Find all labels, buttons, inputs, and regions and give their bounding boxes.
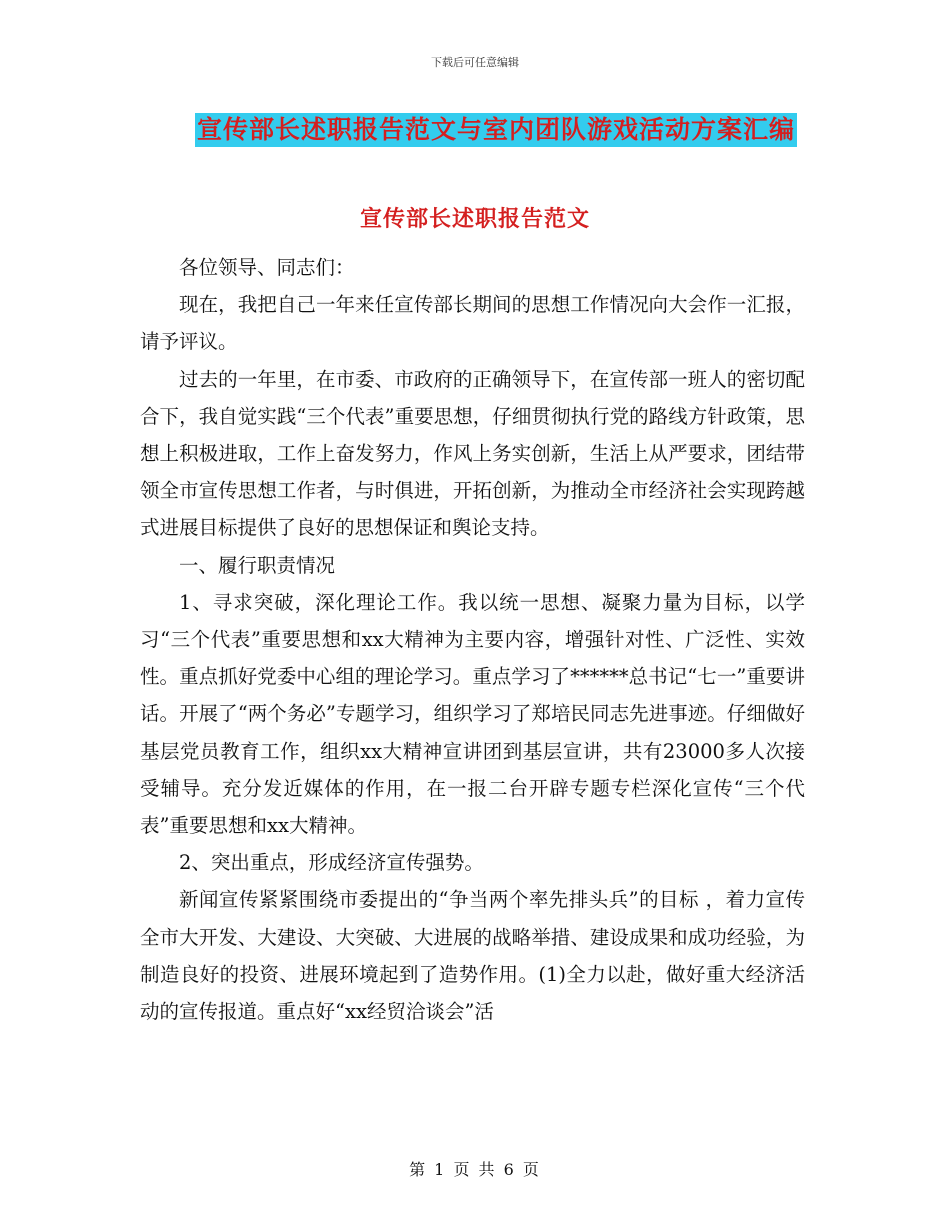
- subsection-heading: 2、突出重点，形成经济宣传强势。: [179, 851, 484, 875]
- paragraph: 新闻宣传紧紧围绕市委提出的“争当两个率先排头兵”的目标 ，着力宣传全市大开发、大建设、大突破、大进展的战略举措、建设成果和成功经验，为制造良好的投资、进展环境起到了造势作用。(1)全力以赴，做好重大经济活动的宣传报道。重点好“xx经贸洽谈会”活: [140, 888, 805, 1024]
- section-heading: 一、履行职责情况: [179, 553, 336, 577]
- page-footer: 第 1 页 共 6 页: [409, 1160, 541, 1179]
- paragraph: 现在，我把自己一年来任宣传部长期间的思想工作情况向大会作一汇报，请予评议。: [140, 293, 805, 354]
- section-title: 宣传部长述职报告范文: [359, 206, 590, 232]
- header-note: 下载后可任意编辑: [431, 56, 519, 69]
- paragraph: 1、寻求突破，深化理论工作。我以统一思想、凝聚力量为目标，以学习“三个代表”重要思想和xx大精神为主要内容，增强针对性、广泛性、实效性。重点抓好党委中心组的理论学习。重点学习了******总书记“七一”重要讲话。开展了“两个务必”专题学习，组织学习了郑培民同志先进事迹。仔细做好基层党员教育工作，组织xx大精神宣讲团到基层宣讲，共有23000多人次接受辅导。充分发近媒体的作用，在一报二台开辟专题专栏深化宣传“三个代表”重要思想和xx大精神。: [140, 590, 805, 838]
- document-body: [140, 249, 805, 1030]
- paragraph-salutation: 各位领导、同志们：: [179, 256, 355, 279]
- paragraph: 过去的一年里，在市委、市政府的正确领导下，在宣传部一班人的密切配合下，我自觉实践“三个代表”重要思想，仔细贯彻执行党的路线方针政策，思想上积极进取，工作上奋发努力，作风上务实创新，生活上从严要求，团结带领全市宣传思想工作者，与时俱进，开拓创新，为推动全市经济社会实现跨越式进展目标提供了良好的思想保证和舆论支持。: [140, 367, 805, 540]
- document-title: 宣传部长述职报告范文与室内团队游戏活动方案汇编: [195, 113, 797, 147]
